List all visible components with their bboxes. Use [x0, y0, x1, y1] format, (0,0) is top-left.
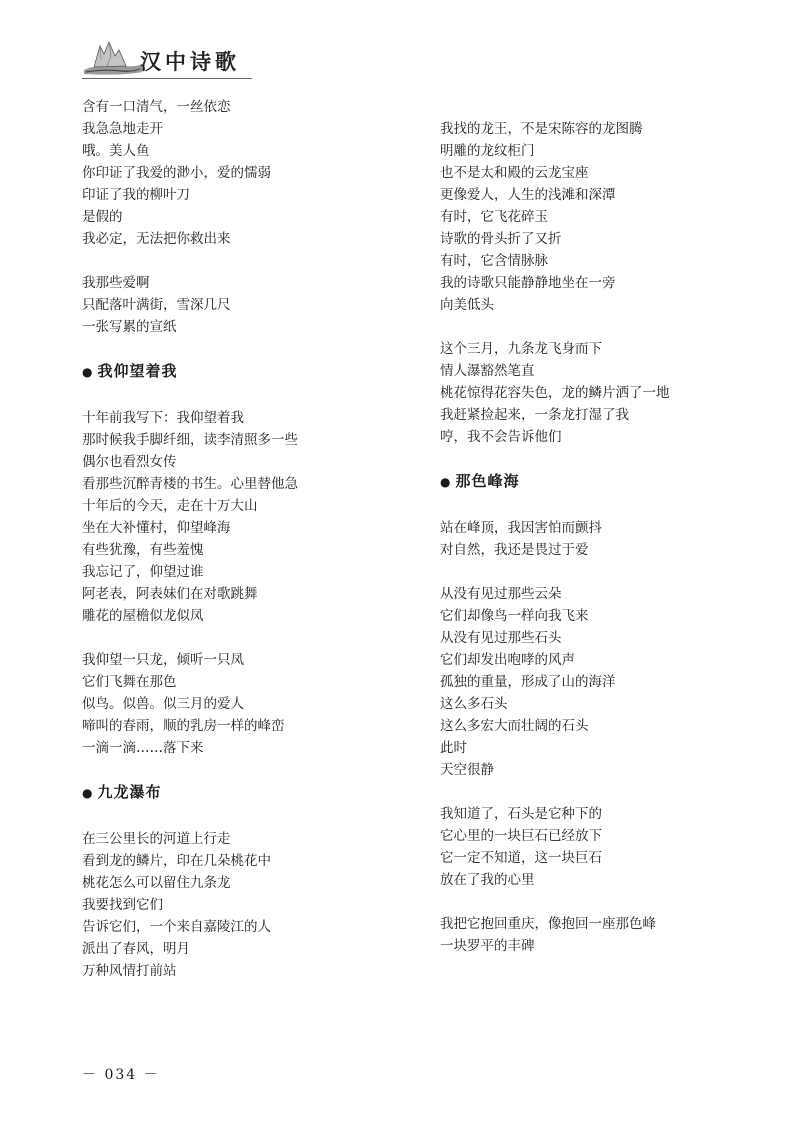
poem-line: 只配落叶满街，雪深几尺 [82, 297, 231, 313]
poem-line: 我忘记了，仰望过谁 [82, 564, 204, 580]
poem-line: 此时 [440, 740, 467, 756]
poem-line: 孤独的重量，形成了山的海洋 [440, 674, 616, 690]
poem-line: 从没有见过那些云朵 [440, 586, 562, 602]
mountain-landscape-logo-icon [82, 36, 144, 78]
poem-title-na-se-feng-hai [440, 470, 760, 493]
page-header [82, 36, 252, 80]
poem-line: 偶尔也看烈女传 [82, 454, 177, 470]
poem-line: 含有一口清气，一丝依恋 [82, 99, 231, 115]
poem-line: 站在峰顶，我因害怕而颤抖 [440, 520, 602, 536]
poem-line: 你印证了我爱的渺小，爱的懦弱 [82, 165, 271, 181]
poem-line: 哦。美人鱼 [82, 143, 150, 159]
poem-title: 我仰望着我 [97, 362, 178, 380]
poem-line: 它一定不知道，这一块巨石 [440, 850, 602, 866]
poem-line: 它心里的一块巨石已经放下 [440, 828, 602, 844]
poem-line: 天空很静 [440, 762, 494, 778]
poem-title-wo-yang-wang-zhe-wo [82, 360, 412, 383]
poem-title-jiu-long-pu-bu [82, 781, 412, 804]
poem-line: 有时，它飞花碎玉 [440, 209, 548, 225]
poem-line: 告诉它们，一个来自嘉陵江的人 [82, 919, 271, 935]
poem-line: 我找的龙王，不是宋陈容的龙图腾 [440, 121, 643, 137]
poem-line: 一张写累的宣纸 [82, 319, 177, 335]
poem-line: 是假的 [82, 209, 123, 225]
stanza [440, 517, 760, 561]
stanza [440, 118, 760, 316]
poem-title: 那色峰海 [455, 472, 520, 490]
poem-line: 从没有见过那些石头 [440, 630, 562, 646]
bullet-icon: ● [440, 475, 452, 489]
stanza [440, 583, 760, 781]
poem-line: 万种风情打前站 [82, 963, 177, 979]
poem-line: 它们飞舞在那色 [82, 674, 177, 690]
poem-line: 十年前我写下：我仰望着我 [82, 410, 244, 426]
poem-line: 桃花惊得花容失色，龙的鳞片洒了一地 [440, 385, 670, 401]
poem-line: 向美低头 [440, 297, 494, 313]
stanza [82, 649, 412, 759]
poem-line: 在三公里长的河道上行走 [82, 831, 231, 847]
bullet-icon: ● [82, 365, 94, 379]
left-column [82, 96, 412, 1004]
poem-line: 我赶紧捡起来，一条龙打湿了我 [440, 407, 629, 423]
poem-line: 更像爱人，人生的浅滩和深潭 [440, 187, 616, 203]
poem-line: 一滴一滴……落下来 [82, 740, 204, 756]
poem-line: 这个三月，九条龙飞身而下 [440, 341, 602, 357]
poem-line: 我那些爱啊 [82, 275, 150, 291]
poem-line: 我知道了，石头是它种下的 [440, 806, 602, 822]
poem-line: 我要找到它们 [82, 897, 163, 913]
poem-line: 我仰望一只龙，倾听一只凤 [82, 652, 244, 668]
right-column [440, 118, 760, 979]
stanza [82, 407, 412, 627]
header-title: 汉中诗歌 [140, 50, 240, 74]
bullet-icon: ● [82, 786, 94, 800]
poem-line: 哼，我不会告诉他们 [440, 429, 562, 445]
poem-line: 也不是太和殿的云龙宝座 [440, 165, 589, 181]
poem-line: 我的诗歌只能静静地坐在一旁 [440, 275, 616, 291]
poem-line: 明雕的龙纹柜门 [440, 143, 535, 159]
poem-line: 啼叫的春雨，顺的乳房一样的峰峦 [82, 718, 285, 734]
poem-line: 桃花怎么可以留住九条龙 [82, 875, 231, 891]
poem-line: 十年后的今天，走在十万大山 [82, 498, 258, 514]
header-divider [82, 78, 252, 79]
poem-line: 似鸟。似兽。似三月的爱人 [82, 696, 244, 712]
poem-title: 九龙瀑布 [97, 783, 162, 801]
poem-line: 看那些沉醉青楼的书生。心里替他急 [82, 476, 298, 492]
poem-line: 这么多石头 [440, 696, 508, 712]
poem-line: 我把它抱回重庆，像抱回一座那色峰 [440, 916, 656, 932]
stanza [82, 96, 412, 250]
poem-line: 它们却发出咆哮的风声 [440, 652, 575, 668]
poem-line: 我必定，无法把你救出来 [82, 231, 231, 247]
poem-line: 有些犹豫，有些羞愧 [82, 542, 204, 558]
poem-line: 这么多宏大而壮阔的石头 [440, 718, 589, 734]
poem-line: 有时，它含情脉脉 [440, 253, 548, 269]
poem-line: 我急急地走开 [82, 121, 163, 137]
poem-line: 情人瀑豁然笔直 [440, 363, 535, 379]
poem-line: 派出了春风，明月 [82, 941, 190, 957]
poem-line: 一块罗平的丰碑 [440, 938, 535, 954]
poem-line: 放在了我的心里 [440, 872, 535, 888]
poem-line: 印证了我的柳叶刀 [82, 187, 190, 203]
stanza [82, 272, 412, 338]
poem-line: 诗歌的骨头折了又折 [440, 231, 562, 247]
poem-line: 对自然，我还是畏过于爱 [440, 542, 589, 558]
poem-line: 那时候我手脚纤细，读李清照多一些 [82, 432, 298, 448]
poem-line: 阿老表，阿表妹们在对歌跳舞 [82, 586, 258, 602]
poem-line: 雕花的屋檐似龙似凤 [82, 608, 204, 624]
stanza [440, 913, 760, 957]
stanza [440, 338, 760, 448]
poem-line: 它们却像鸟一样向我飞来 [440, 608, 589, 624]
stanza [82, 828, 412, 982]
poem-line: 坐在大补懂村，仰望峰海 [82, 520, 231, 536]
poem-line: 看到龙的鳞片，印在几朵桃花中 [82, 853, 271, 869]
stanza [440, 803, 760, 891]
page-number: － 034 － [82, 1067, 160, 1083]
